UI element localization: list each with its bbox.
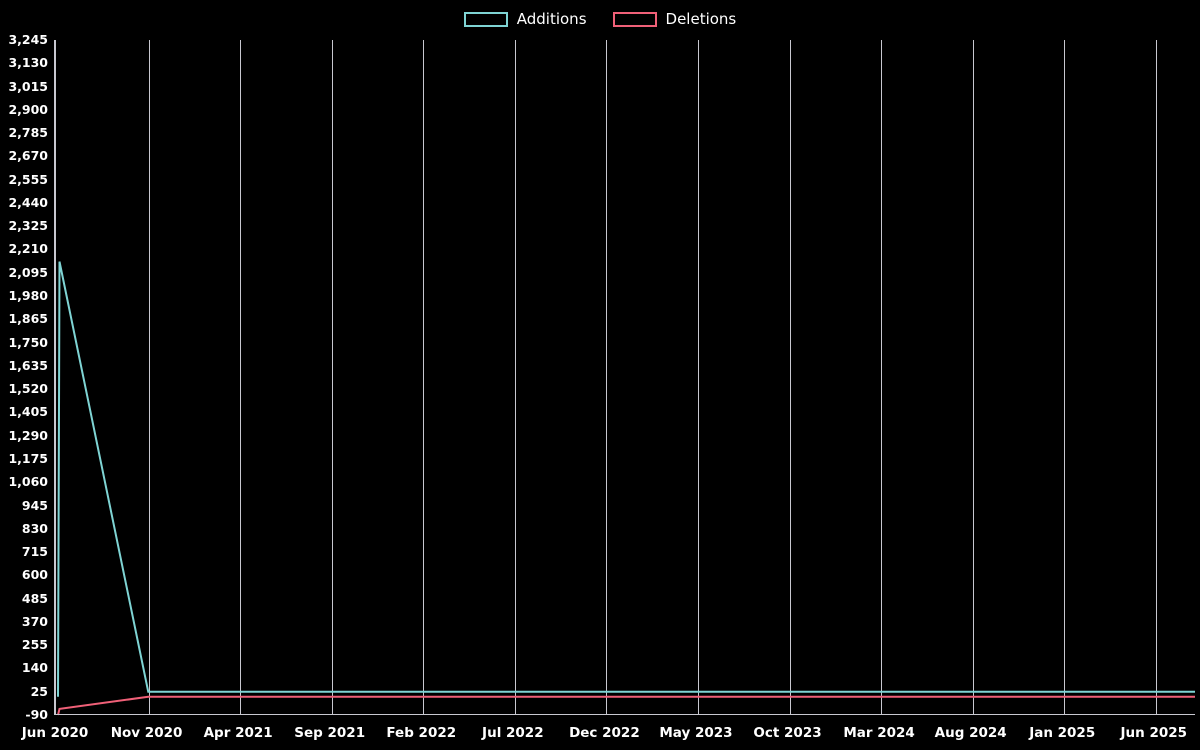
y-tick-label: 945 [21,497,48,513]
x-tick-label: Feb 2022 [386,725,457,741]
y-tick-label: 1,750 [8,334,48,350]
y-tick-label: 370 [21,613,48,629]
y-tick-label: 600 [21,567,48,583]
x-tick-label: Jan 2025 [1029,725,1096,741]
legend-deletions-label: Deletions [665,9,737,28]
y-tick-label: 3,245 [8,32,48,47]
y-tick-label: 2,900 [8,101,48,117]
legend-deletions[interactable] [613,9,737,28]
y-tick-label: 1,060 [8,474,48,490]
x-tick-label: Oct 2023 [753,725,822,741]
series-line-additions [58,262,1195,697]
y-tick-label: 715 [21,544,48,560]
y-tick-label: 1,980 [8,288,48,304]
x-tick-label: Sep 2021 [294,725,366,741]
x-tick-label: May 2023 [659,725,733,741]
legend-additions-label: Additions [516,9,587,28]
y-tick-label: 140 [21,660,48,676]
series-line-deletions [58,697,1195,715]
y-tick-label: 25 [30,683,48,699]
legend-deletions-swatch [613,12,657,27]
x-tick-label: Aug 2024 [934,725,1007,741]
y-tick-label: 1,290 [8,427,48,443]
chart-legend [0,6,1200,32]
plot-area [54,40,1194,715]
y-tick-label: 1,865 [8,311,48,327]
y-tick-label: 1,635 [8,357,48,373]
y-tick-label: 485 [21,590,48,606]
y-tick-label: 2,440 [8,194,48,210]
y-tick-label: 1,175 [8,450,48,466]
y-tick-label: -90 [25,707,48,722]
x-tick-label: Dec 2022 [569,725,640,741]
y-tick-label: 1,405 [8,404,48,420]
y-tick-label: 2,325 [8,218,48,234]
y-tick-label: 3,015 [8,78,48,94]
x-tick-label: Jun 2025 [1120,725,1188,741]
x-axis-line [54,714,1195,715]
x-tick-label: Mar 2024 [843,725,915,741]
y-tick-label: 2,785 [8,125,48,141]
y-tick-label: 2,210 [8,241,48,257]
x-tick-label: Jul 2022 [482,725,544,741]
x-tick-label: Apr 2021 [203,725,273,741]
y-tick-label: 1,520 [8,381,48,397]
y-tick-label: 2,670 [8,148,48,164]
y-tick-label: 2,095 [8,264,48,280]
legend-additions[interactable] [464,9,587,28]
y-tick-label: 2,555 [8,171,48,187]
series-layer [56,40,1196,715]
legend-additions-swatch [464,12,508,27]
y-tick-label: 3,130 [8,55,48,71]
y-tick-label: 255 [21,637,48,653]
x-tick-label: Jun 2020 [21,725,89,741]
y-tick-label: 830 [21,520,48,536]
x-tick-label: Nov 2020 [110,725,183,741]
